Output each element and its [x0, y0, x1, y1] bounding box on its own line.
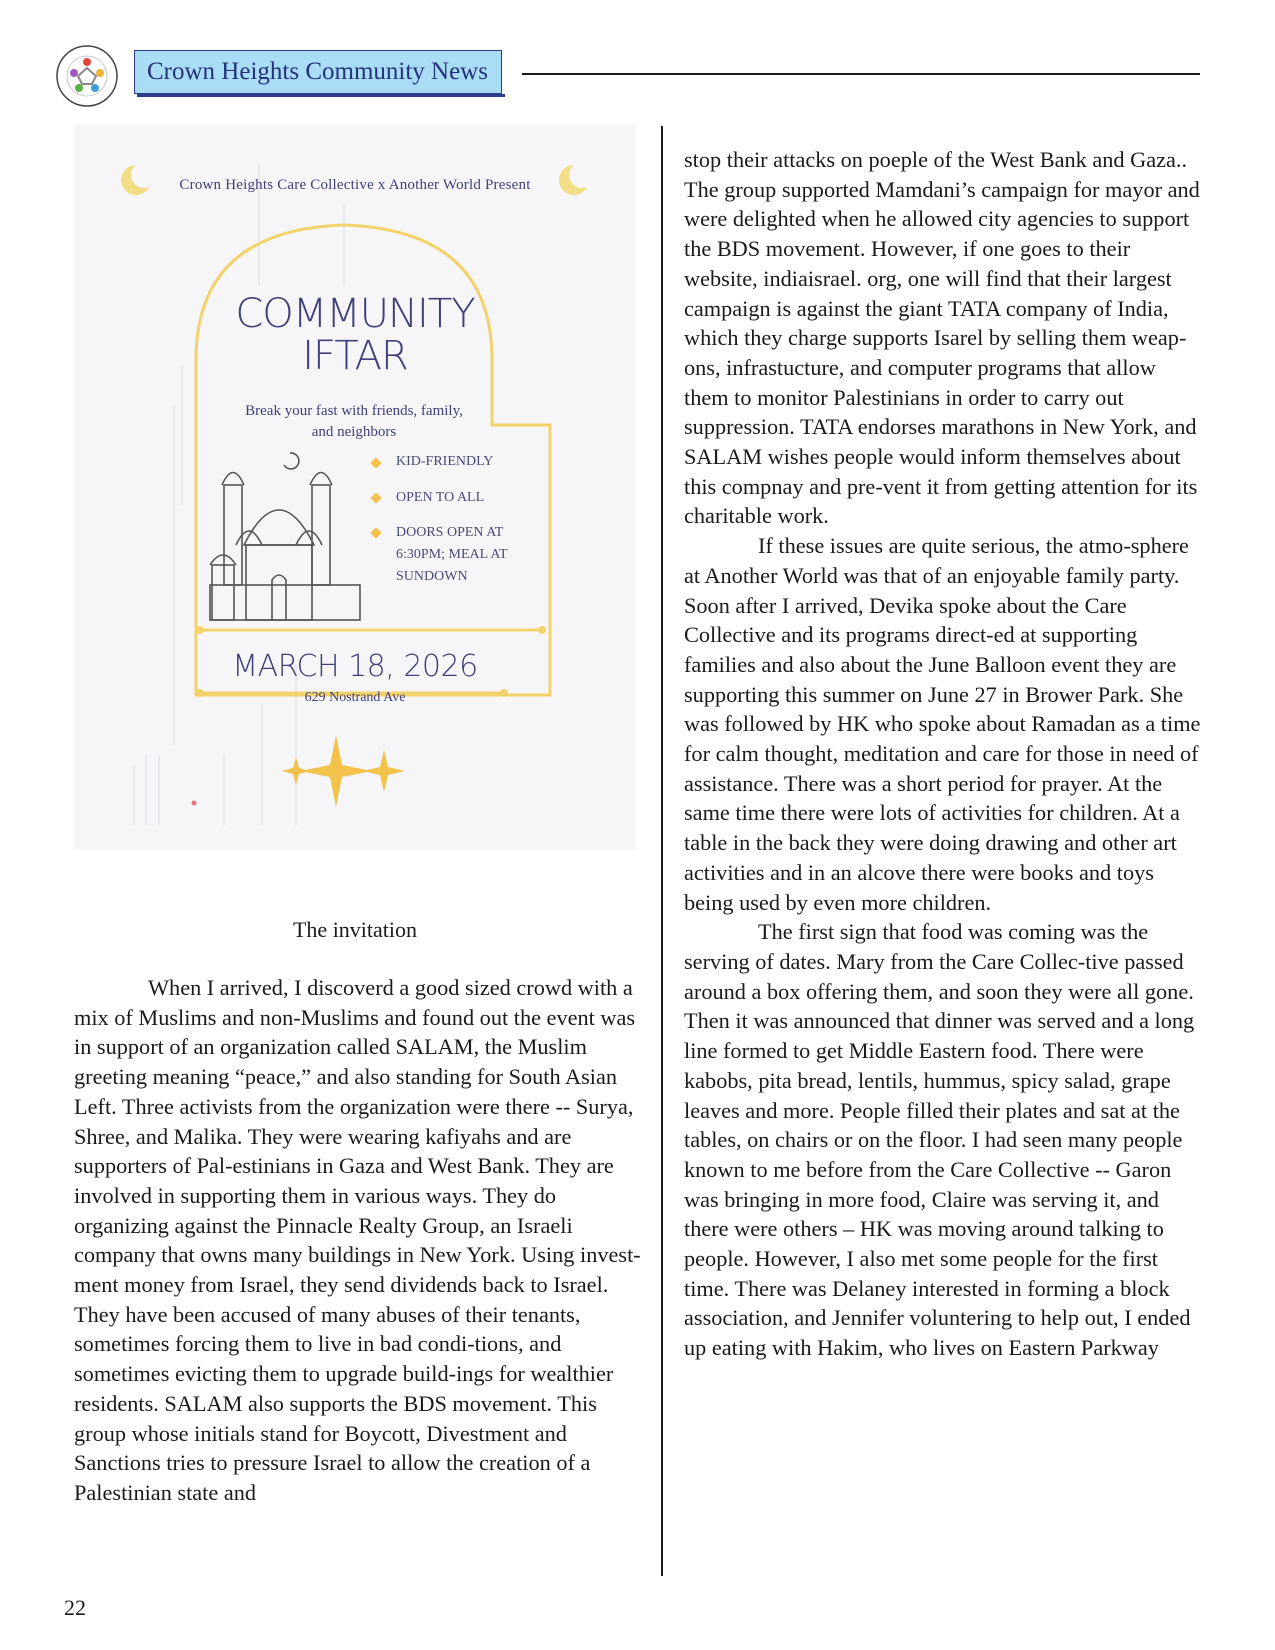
flyer-date: MARCH 18, 2026 [232, 649, 478, 684]
flyer-artwork [74, 125, 636, 850]
organization-logo [55, 44, 119, 108]
flyer-bullet-line: SUNDOWN [396, 569, 468, 584]
flyer-subtitle-line2: and neighbors [311, 424, 397, 440]
flyer-bullet-line: 6:30PM; MEAL AT [396, 547, 508, 562]
page-number: 22 [64, 1595, 86, 1620]
flyer-bullet-line: DOORS OPEN AT [396, 525, 504, 540]
sparkle-icon [282, 735, 405, 807]
column-divider [661, 126, 663, 1576]
flyer-bullet: KID-FRIENDLY [396, 454, 494, 469]
image-caption: The invitation [292, 917, 418, 942]
flyer-title-line2: IFTAR [302, 333, 408, 379]
masthead-shadow [137, 94, 505, 97]
article-paragraph: The first sign that food was coming was the serving of dates. Mary from the Care Collec-tive passed around a box offering them, and soon they were all gone. Then it was announced that dinner was served and a long line formed to get Middle Eastern food. There were kabobs, pita bread, lentils, hummus, spicy salad, grape leaves and more. People filled their plates and sat at the tables, on chairs or on the floor. I had seen many people known to me before from the Care Collective -- Garon was bringing in more food, Claire was serving it, and there were others – HK was moving around talking to people. However, I also met some people for the first time. There was Delaney interested in forming a block association, and Jennifer voluntering to help out, I ended up eating with Hakim, who lives on Eastern Parkway [684, 919, 1195, 1361]
header-rule [522, 73, 1200, 75]
article-paragraph: When I arrived, I discoverd a good sized crowd with a mix of Muslims and non-Muslims and found out the event was in support of an organization called SALAM, the Muslim greeting meaning “peace,” and also standing for South Asian Left. Three activists from the organization were there -- Surya, Shree, and Malika. They were wearing kafiyahs and are supporters of Pal-estinians in Gaza and West Bank. They are involved in supporting them in various ways. They do organizing against the Pinnacle Realty Group, an Israeli company that owns many buildings in New York. Using invest-ment money from Israel, they send dividends back to Israel. They have been accused of many abuses of their tenants, sometimes forcing them to live in bad condi-tions, and sometimes evicting them to upgrade build-ings for wealthier residents. SALAM also supports the BDS movement. This group whose initials stand for Boycott, Divestment and Sanctions tries to pressure Israel to allow the creation of a Palestinian state and [74, 975, 641, 1505]
mosque-icon [210, 453, 360, 620]
article-paragraph: If these issues are quite serious, the atmo-sphere at Another World was that of an enjoyable family party. Soon after I arrived, Devika spoke about the Care Collective and its programs direct-ed at supporting families and also about the June Balloon event they are supporting this summer on June 27 in Brower Park. She was followed by HK who spoke about Ramadan as a time for calm thought, meditation and care for those in need of assistance. There was a short period for prayer. At the same time there were lots of activities for children. At a table in the back they were doing drawing and other art activities and in an alcove there were books and toys being used by even more children. [684, 533, 1201, 915]
flyer-subtitle-line1: Break your fast with friends, family, [245, 403, 463, 419]
flyer-title-line1: COMMUNITY [235, 291, 475, 337]
flyer-address: 629 Nostrand Ave [304, 690, 406, 705]
right-column [684, 145, 1204, 1363]
article-paragraph: stop their attacks on poeple of the West Bank and Gaza.. The group supported Mamdani’s campaign for mayor and were delighted when he allowed city agencies to support the BDS movement. However, if one goes to their website, indiaisrael. org, one will find that their largest campaign is against the giant TATA company of India, which they charge supports Isarel by selling them weap-ons, infrastucture, and computer programs that allow them to monitor Palestinians in order to carry out suppression. TATA endorses marathons in New York, and SALAM wishes people would inform themselves about this compnay and pre-vent it from getting attention for its charitable work. [684, 147, 1200, 529]
flyer-bullet [396, 522, 508, 588]
flyer-presenters: Crown Heights Care Collective x Another World Present [179, 177, 531, 193]
flyer-title [74, 293, 636, 377]
flyer-subtitle [194, 401, 514, 443]
left-column [74, 973, 644, 1508]
invitation-flyer [74, 125, 636, 850]
flyer-bullet: OPEN TO ALL [396, 490, 485, 505]
publication-title: Crown Heights Community News [134, 50, 502, 94]
